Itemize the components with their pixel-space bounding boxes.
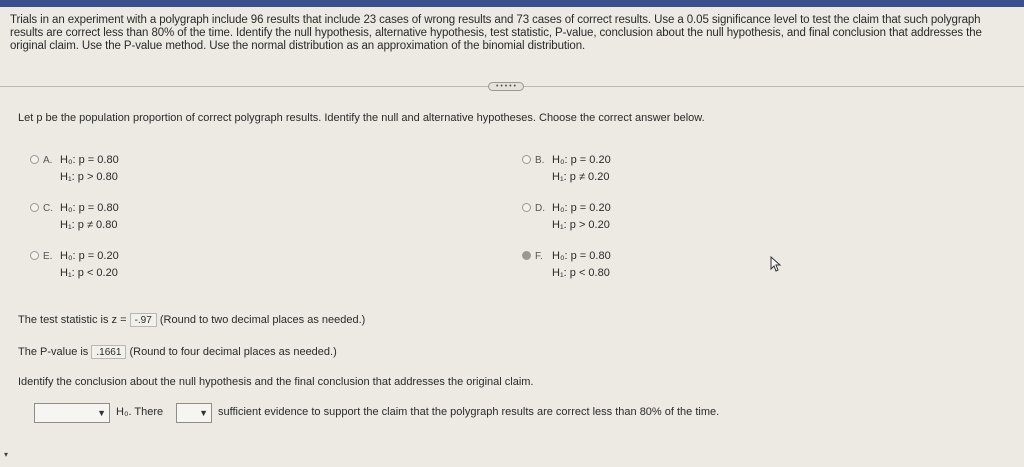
- alternative-hypothesis: H₁: p > 0.20: [552, 219, 610, 231]
- alternative-hypothesis: H₁: p ≠ 0.20: [552, 171, 610, 183]
- chevron-down-icon[interactable]: ▾: [4, 450, 9, 459]
- null-hypothesis: H₀: p = 0.80: [552, 250, 611, 262]
- test-statistic-input[interactable]: -.97: [130, 313, 157, 327]
- radio-button[interactable]: [30, 155, 39, 164]
- reject-dropdown[interactable]: [34, 403, 110, 423]
- null-hypothesis: H₀: p = 0.80: [60, 154, 119, 166]
- radio-button[interactable]: [30, 203, 39, 212]
- null-hypothesis: H₀: p = 0.80: [60, 202, 119, 214]
- radio-button[interactable]: [30, 251, 39, 260]
- option-d[interactable]: [522, 200, 822, 236]
- evidence-dropdown[interactable]: [176, 403, 212, 423]
- option-b[interactable]: [522, 152, 822, 188]
- null-hypothesis: H₀: p = 0.20: [60, 250, 119, 262]
- null-hypothesis: H₀: p = 0.20: [552, 154, 611, 166]
- option-e[interactable]: [30, 248, 330, 284]
- radio-button[interactable]: [522, 155, 531, 164]
- conclusion-h0-label: H₀. There: [116, 406, 164, 418]
- radio-button-selected[interactable]: [522, 251, 531, 260]
- p-value-row: [18, 345, 337, 359]
- chevron-down-icon: ▼: [97, 408, 106, 418]
- null-hypothesis: H₀: p = 0.20: [552, 202, 611, 214]
- problem-statement: Trials in an experiment with a polygraph include 96 results that include 23 cases of wrong results and 73 cases of correct results. Use a 0.05 significance level to test the claim that such polygraph results are correct less than 80% of the time. Identify the null hypothesis, alternative hypothesis, test statistic, P-value, conclusion about the null hypothesis, and final conclusion that addresses the original claim. Use the P-value method. Use the normal distribution as an approximation of the binomial distribution.: [10, 14, 982, 52]
- option-a[interactable]: [30, 152, 330, 188]
- option-letter: C.: [43, 203, 53, 214]
- cursor-icon: [770, 256, 782, 272]
- p-value-label: The P-value is: [18, 345, 89, 358]
- test-statistic-row: [18, 313, 365, 327]
- alternative-hypothesis: H₁: p ≠ 0.80: [60, 219, 118, 231]
- conclusion-prompt: Identify the conclusion about the null hypothesis and the final conclusion that addresses the original claim.: [18, 376, 534, 388]
- p-value-input[interactable]: .1661: [91, 345, 126, 359]
- option-c[interactable]: [30, 200, 330, 236]
- option-letter: D.: [535, 203, 545, 214]
- conclusion-text: sufficient evidence to support the claim that the polygraph results are correct less than 80% of the time.: [218, 406, 720, 418]
- radio-button[interactable]: [522, 203, 531, 212]
- test-statistic-label: The test statistic is z =: [18, 313, 127, 326]
- question-prompt: Let p be the population proportion of correct polygraph results. Identify the null and alternative hypotheses. Choose the correct answer below.: [18, 112, 705, 124]
- test-statistic-hint: (Round to two decimal places as needed.): [159, 313, 366, 326]
- chevron-down-icon: ▼: [199, 408, 208, 418]
- top-bar: [0, 0, 1024, 7]
- option-letter: F.: [535, 251, 543, 262]
- alternative-hypothesis: H₁: p < 0.20: [60, 267, 118, 279]
- option-letter: A.: [43, 155, 53, 166]
- expand-button[interactable]: • • • • •: [488, 82, 524, 91]
- alternative-hypothesis: H₁: p < 0.80: [552, 267, 610, 279]
- option-letter: B.: [535, 155, 545, 166]
- alternative-hypothesis: H₁: p > 0.80: [60, 171, 118, 183]
- option-letter: E.: [43, 251, 53, 262]
- p-value-hint: (Round to four decimal places as needed.): [129, 345, 337, 358]
